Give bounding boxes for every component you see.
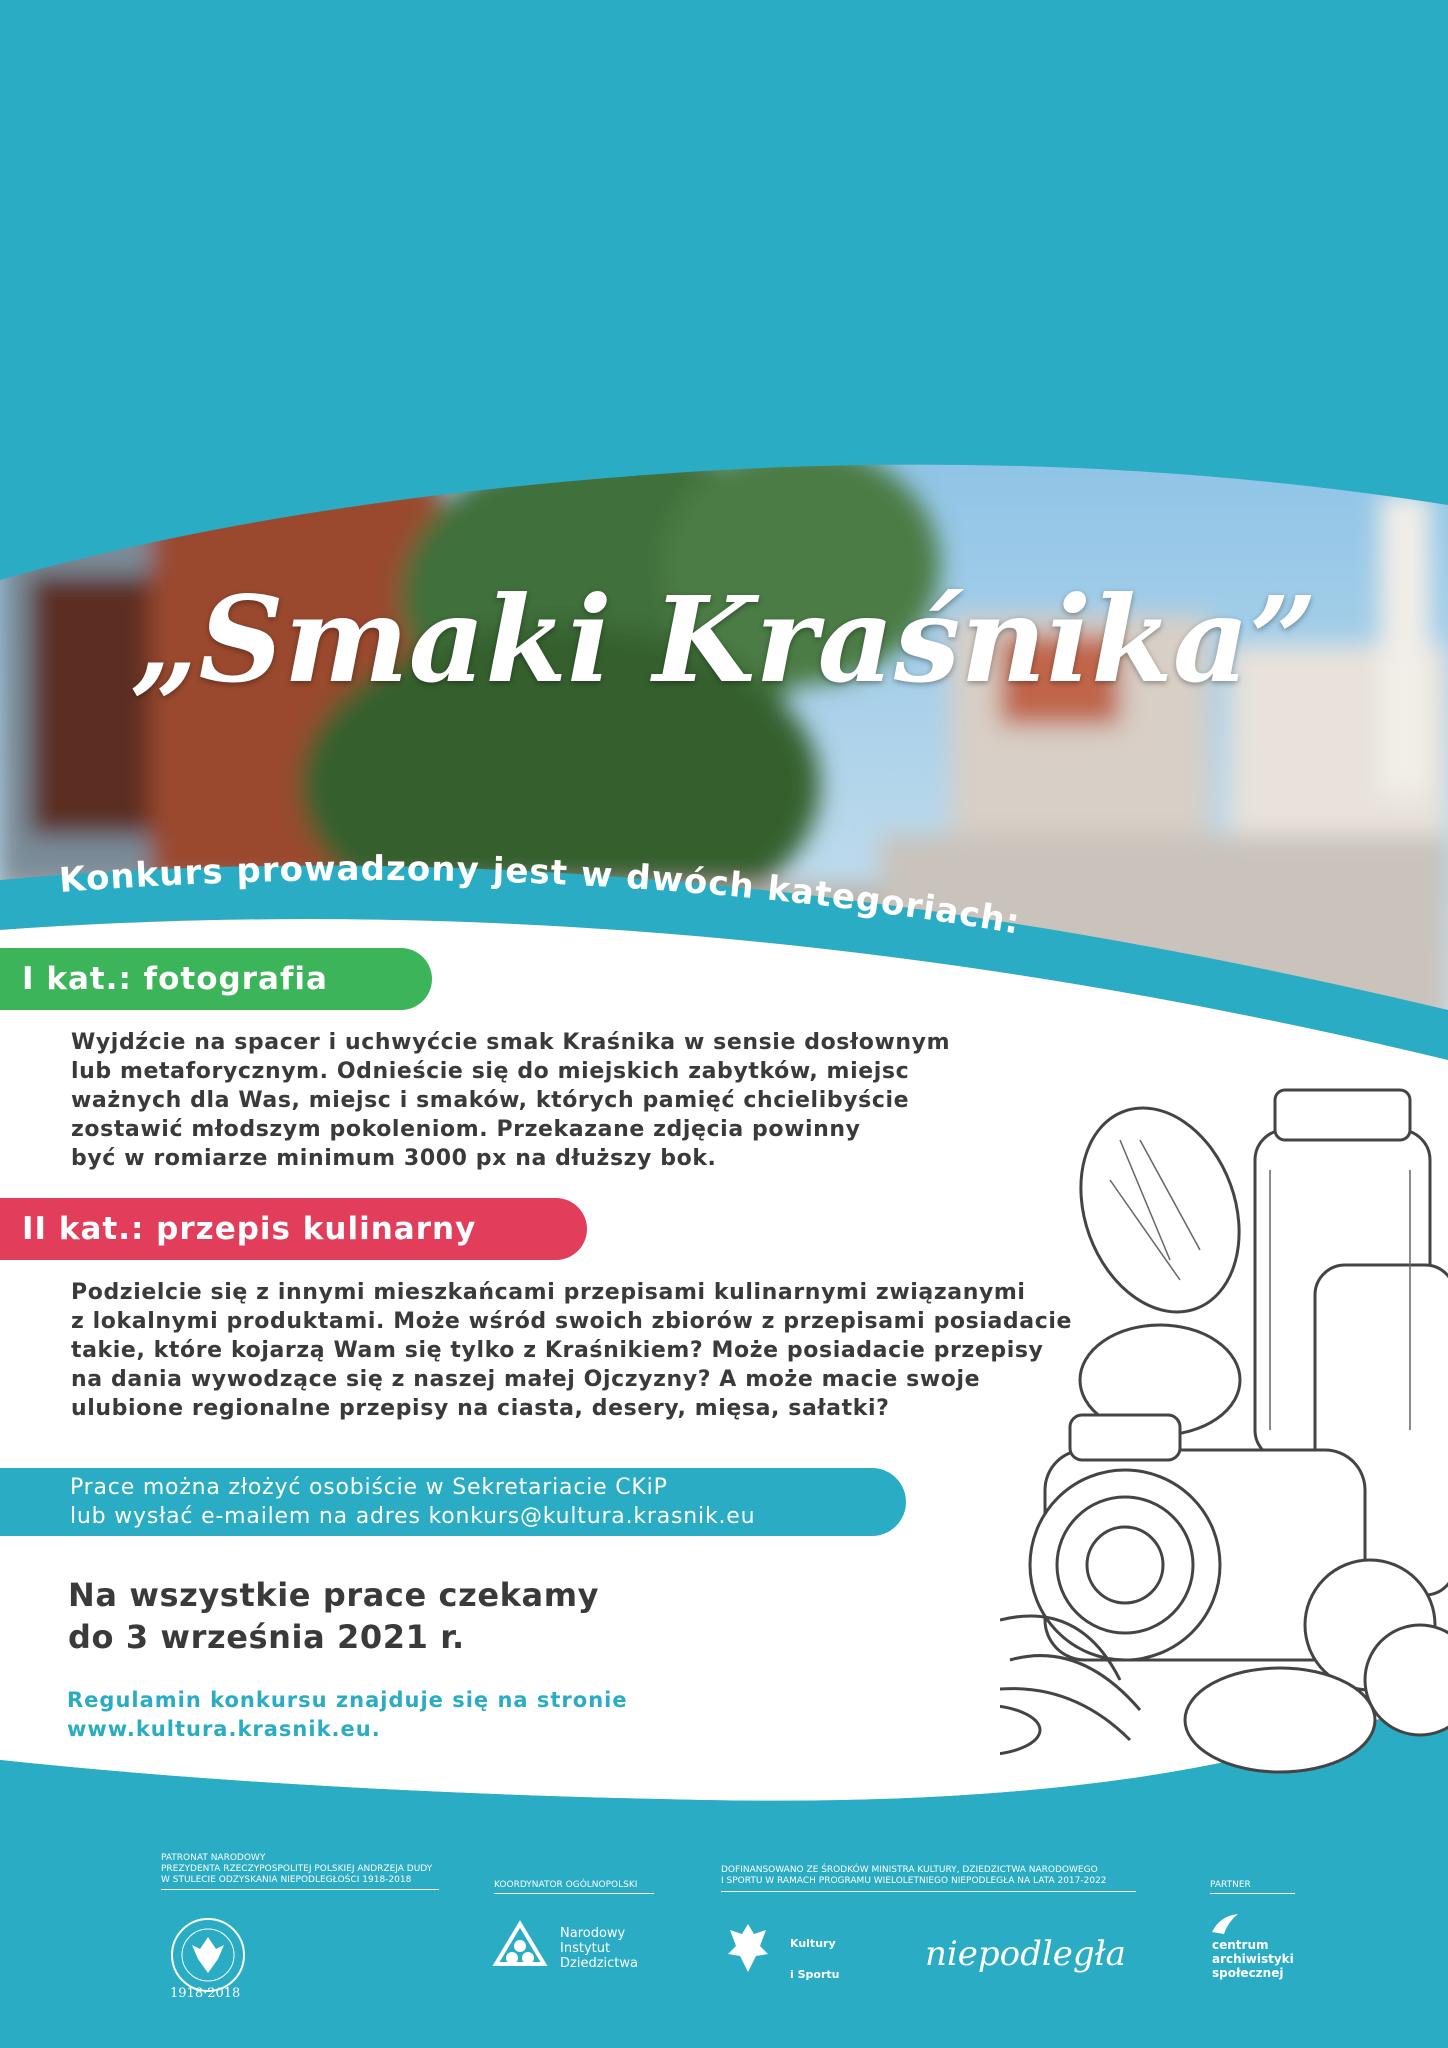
category-1-text: [71, 1028, 950, 1173]
category-1-line: ważnych dla Was, miejsc i smaków, których pamięć chcielibyście: [71, 1088, 910, 1113]
category-2-line: ulubione regionalne przepisy na ciasta, desery, mięsa, sałatki?: [71, 1396, 890, 1421]
category-2-line: takie, które kojarzą Wam się tylko z Kraśnikiem? Może posiadacie przepisy: [71, 1338, 1044, 1363]
category-1-line: Wyjdźcie na spacer i uchwyćcie smak Kraśnika w sensie dosłownym: [71, 1030, 951, 1055]
patronat-line-2: PREZYDENTA RZECZYPOSPOLITEJ POLSKIEJ ANDRZEJA DUDY: [161, 1864, 433, 1874]
svg-text:Konkurs prowadzony jest w dwóc: [58, 849, 1023, 943]
funding-line-1: DOFINANSOWANO ZE ŚRODKÓW MINISTRA KULTURY, DZIEDZICTWA NARODOWEGO: [721, 1865, 1098, 1875]
category-1-label: I kat.: fotografia: [0, 948, 432, 1010]
regulations-info: [67, 1686, 628, 1744]
deadline-line-2: do 3 września 2021 r.: [68, 1618, 465, 1656]
footer-divider: [494, 1893, 654, 1894]
contest-title: „Smaki Kraśnika”: [130, 570, 1318, 709]
polish-eagle-icon: [720, 1918, 776, 1978]
category-2-line: z lokalnymi produktami. Może wśród swoich zbiorów z przepisami posiadacie: [71, 1309, 1073, 1334]
nid-logo-icon: [492, 1920, 548, 1976]
ministry-name: [790, 1928, 839, 1990]
patronat-line-1: PATRONAT NARODOWY: [161, 1853, 266, 1863]
coordinator-label: KOORDYNATOR OGÓLNOPOLSKI: [494, 1880, 638, 1890]
archive-bird-icon: [1210, 1912, 1240, 1936]
nid-name: [560, 1926, 638, 1971]
independence-seal-icon: [168, 1915, 248, 1995]
food-camera-illustration: [1000, 1080, 1448, 1780]
ministry-line-2: i Sportu: [790, 1968, 840, 1981]
patronat-line-3: W STULECIE ODZYSKANIA NIEPODLEGŁOŚCI 1918-2018: [161, 1875, 412, 1885]
deadline: [68, 1574, 599, 1658]
ministry-line-1: Kultury: [790, 1937, 836, 1950]
funding-label: [721, 1865, 1107, 1887]
regulations-link[interactable]: www.kultura.krasnik.eu.: [67, 1717, 381, 1741]
categories-heading-text: Konkurs prowadzony jest w dwóch kategoriach:: [57, 848, 1024, 943]
footer-divider: [1210, 1893, 1295, 1894]
funding-line-2: I SPORTU W RAMACH PROGRAMU WIELOLETNIEGO NIEPODLEGŁA NA LATA 2017-2022: [721, 1876, 1107, 1886]
footer-divider: [721, 1891, 1136, 1892]
category-2-label: II kat.: przepis kulinarny: [0, 1198, 587, 1260]
deadline-line-1: Na wszystkie prace czekamy: [68, 1576, 600, 1614]
seal-years: 1918·2018: [170, 1986, 241, 2001]
submission-info: [0, 1468, 906, 1536]
regulations-line-1: Regulamin konkursu znajduje się na stronie: [67, 1688, 628, 1712]
category-1-line: być w romiarze minimum 3000 px na dłuższy bok.: [71, 1146, 717, 1171]
partner-line-1: centrum: [1212, 1938, 1269, 1952]
partner-label: PARTNER: [1210, 1880, 1251, 1890]
category-2-text: [71, 1278, 1072, 1423]
category-2-line: na dania wywodzące się z naszej małej Ojczyzny? A może macie swoje: [71, 1367, 981, 1392]
niepodlegla-logo: niepodległa: [925, 1934, 1126, 1974]
nid-line-3: Dziedzictwa: [560, 1956, 638, 1971]
footer-divider: [161, 1889, 439, 1890]
partner-line-2: archiwistyki: [1212, 1952, 1294, 1966]
patronat-label: [161, 1853, 432, 1886]
partner-line-3: społecznej: [1212, 1966, 1284, 1980]
nid-line-2: Instytut: [560, 1941, 611, 1956]
submission-line-2[interactable]: lub wysłać e-mailem na adres konkurs@kultura.krasnik.eu: [70, 1504, 756, 1529]
category-2-line: Podzielcie się z innymi mieszkańcami przepisami kulinarnymi związanymi: [71, 1280, 1026, 1305]
category-1-line: lub metaforycznym. Odnieście się do miejskich zabytków, miejsc: [71, 1059, 910, 1084]
partner-name: [1212, 1938, 1294, 1980]
nid-line-1: Narodowy: [560, 1926, 626, 1941]
submission-line-1: Prace można złożyć osobiście w Sekretariacie CKiP: [70, 1475, 668, 1500]
category-1-line: zostawić młodszym pokoleniom. Przekazane zdjęcia powinny: [71, 1117, 861, 1142]
